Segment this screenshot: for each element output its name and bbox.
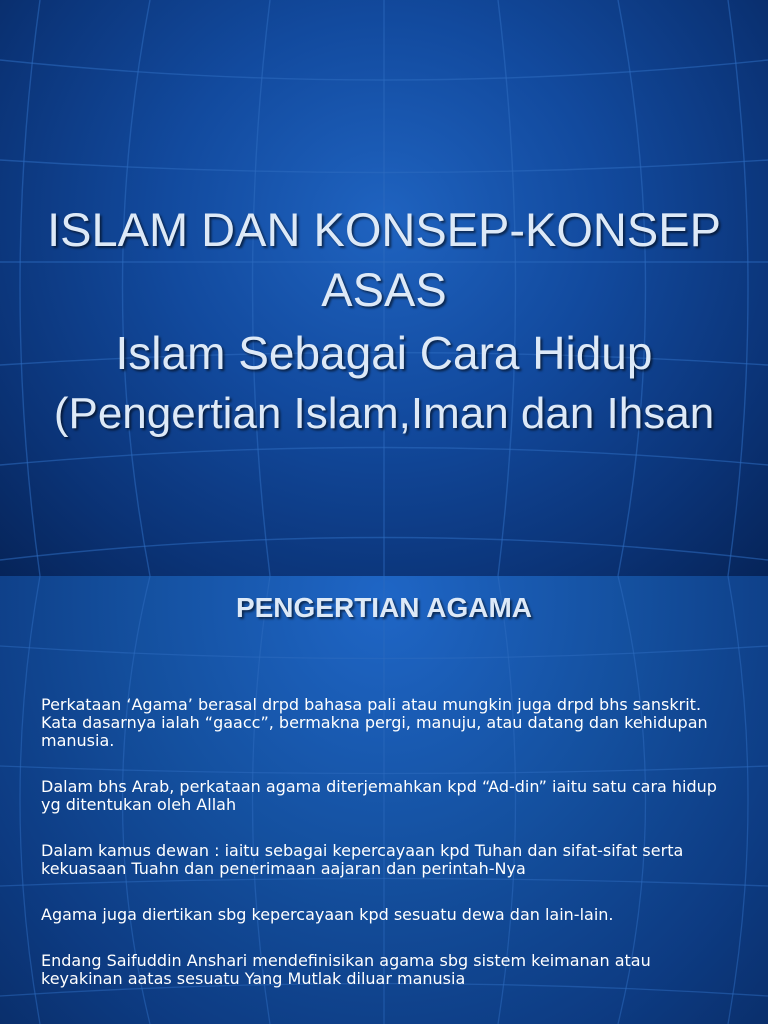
paragraph-4: Agama juga diertikan sbg kepercayaan kpd sesuatu dewa dan lain-lain. [41,905,614,924]
slide-title [0,200,768,442]
paragraph-5: Endang Saifuddin Anshari mendefinisikan agama sbg sistem keimanan atau keyakinan aatas sesuatu Yang Mutlak diluar manusia [41,951,651,988]
subtitle-parenthetical: (Pengertian Islam,Iman dan Ihsan [53,389,715,438]
paragraph-3: Dalam kamus dewan : iaitu sebagai kepercayaan kpd Tuhan dan sifat-sifat serta kekuasaan Tuahn dan penerimaan aajaran dan perintah-Nya [41,841,684,878]
bullet-list [41,696,731,1016]
section-heading: PENGERTIAN AGAMA [235,592,533,623]
title-line-1: ISLAM DAN KONSEP-KONSEP [47,203,721,256]
paragraph-2: Dalam bhs Arab, perkataan agama diterjemahkan kpd “Ad-din” iaitu satu cara hidup yg ditentukan oleh Allah [41,777,717,814]
subtitle-line: Islam Sebagai Cara Hidup [115,327,653,379]
paragraph-1: Perkataan ‘Agama’ berasal drpd bahasa pali atau mungkin juga drpd bhs sanskrit. Kata dasarnya ialah “gaacc”, bermakna pergi, manuju, atau datang dan kehidupan manusia. [41,695,708,750]
title-line-2: ASAS [321,263,447,316]
content-slide [0,576,768,1024]
